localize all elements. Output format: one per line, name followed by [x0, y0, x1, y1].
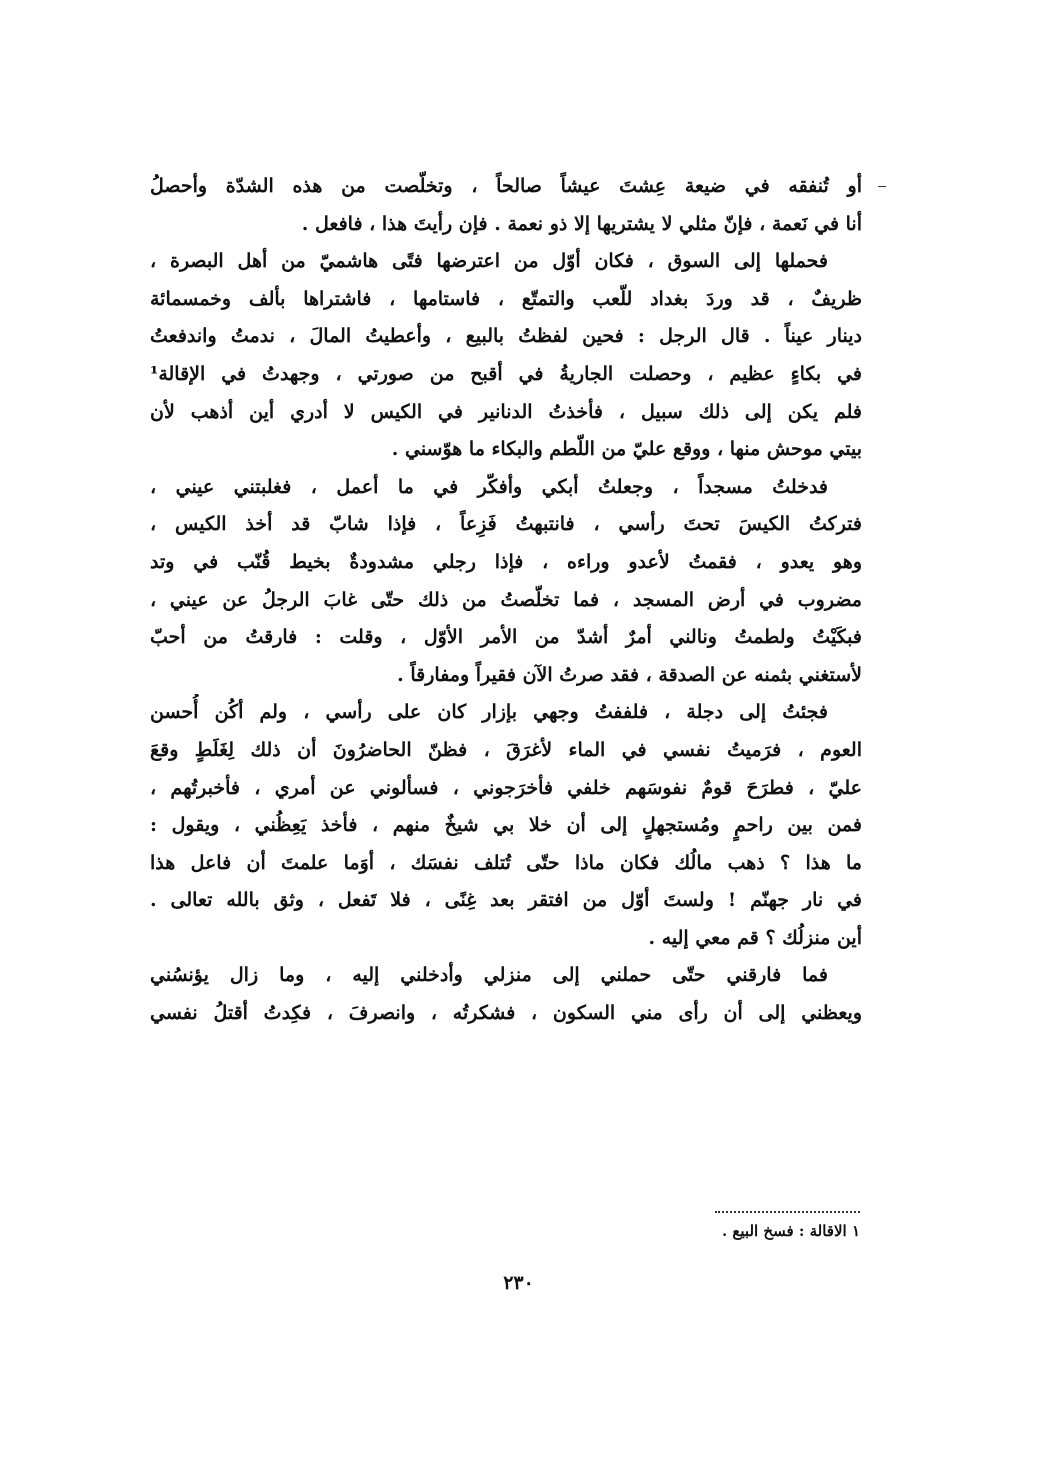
text-line: فما فارقني حتّى حملني إلى منزلي وأدخلني إليه ، وما زال يؤنسُني [150, 964, 828, 987]
text-line: ظريفٌ ، قد وردَ بغداد للّعب والتمتّع ، فاستامها ، فاشتراها بألف وخمسمائة [150, 287, 862, 310]
text-line: أين منزلُك ؟ قم معي إليه . [648, 926, 862, 949]
text-line: بيتي موحش منها ، ووقع عليّ من اللّطم والبكاء ما هوّسني . [391, 438, 862, 461]
text-line: فلم يكن إلى ذلك سبيل ، فأخذتُ الدنانير في الكيس لا أدري أين أذهب لأن [150, 400, 862, 423]
margin-mark [878, 186, 886, 187]
text-line: عليّ ، فطرَحَ قومٌ نفوسَهم خلفي فأخرَجوني ، فسألوني عن أمري ، فأخبرتُهم ، [150, 776, 862, 799]
text-line: وهو يعدو ، فقمتُ لأعدو وراءه ، فإذا رجلي مشدودةٌ بخيط قُنّب في وتد [150, 550, 862, 573]
text-line: فتركتُ الكيسَ تحتَ رأسي ، فانتبهتُ فَزِعاً ، فإذا شابّ قد أخذ الكيس ، [150, 513, 862, 536]
footnote-divider [715, 1211, 860, 1213]
text-line: فجئتُ إلى دجلة ، فلففتُ وجهي بإزار كان على رأسي ، ولم أكُن أُحسن [150, 701, 828, 724]
text-line: أو تُنفقه في ضيعة عِشتَ عيشاً صالحاً ، وتخلّصت من هذه الشدّة وأحصلُ [150, 175, 862, 197]
text-line: في نار جهنّم ! ولستَ أوّل من افتقر بعد غِنًى ، فلا تَفعل ، وثق بالله تعالى . [150, 889, 862, 912]
text-line: في بكاءٍ عظيم ، وحصلت الجاريةُ في أقبح من صورتي ، وجهدتُ في الإقالة¹ [150, 362, 862, 385]
text-line: مضروب في أرض المسجد ، فما تخلّصتُ من ذلك حتّى غابَ الرجلُ عن عيني ، [150, 588, 862, 611]
body-text [150, 168, 862, 1033]
text-line: فبكَيْتُ ولطمتُ ونالني أمرٌ أشدّ من الأمر الأوّل ، وقلت : فارقتُ من أحبّ [150, 626, 862, 649]
text-line: فحملها إلى السوق ، فكان أوّل من اعترضها فتًى هاشميّ من أهل البصرة ، [150, 250, 828, 273]
text-line: فدخلتُ مسجداً ، وجعلتُ أبكي وأفكّر في ما أعمل ، فغلبتني عيني ، [150, 475, 828, 498]
footnote: ١ الاقالة : فسخ البيع . [721, 1222, 860, 1240]
text-line: ما هذا ؟ ذهب مالُك فكان ماذا حتّى تُتلف نفسَك ، أوَما علمتَ أن فاعل هذا [150, 851, 862, 874]
page-number: ٢٣٠ [503, 1272, 534, 1294]
text-line: دينار عيناً . قال الرجل : فحين لفظتُ بالبيع ، وأعطيتُ المالَ ، ندمتُ واندفعتُ [150, 325, 862, 348]
text-line: العوم ، فرَميتُ نفسي في الماء لأغرَقَ ، فظنّ الحاضرُونَ أن ذلك لِغَلَطٍ وقعَ [150, 738, 862, 761]
text-line: لأستغني بثمنه عن الصدقة ، فقد صرتُ الآن فقيراً ومفارقاً . [397, 663, 862, 686]
text-line: أنا في نَعمة ، فإنّ مثلي لا يشتريها إلا ذو نعمة . فإن رأيتَ هذا ، فافعل . [301, 212, 862, 235]
text-line: فمن بين راحمٍ ومُستجهلٍ إلى أن خلا بي شيخٌ منهم ، فأخذ يَعِظُني ، ويقول : [150, 814, 862, 837]
text-line: ويعظني إلى أن رأى مني السكون ، فشكرتُه ، وانصرفَ ، فكِدتُ أقتلُ نفسي [150, 1002, 862, 1025]
